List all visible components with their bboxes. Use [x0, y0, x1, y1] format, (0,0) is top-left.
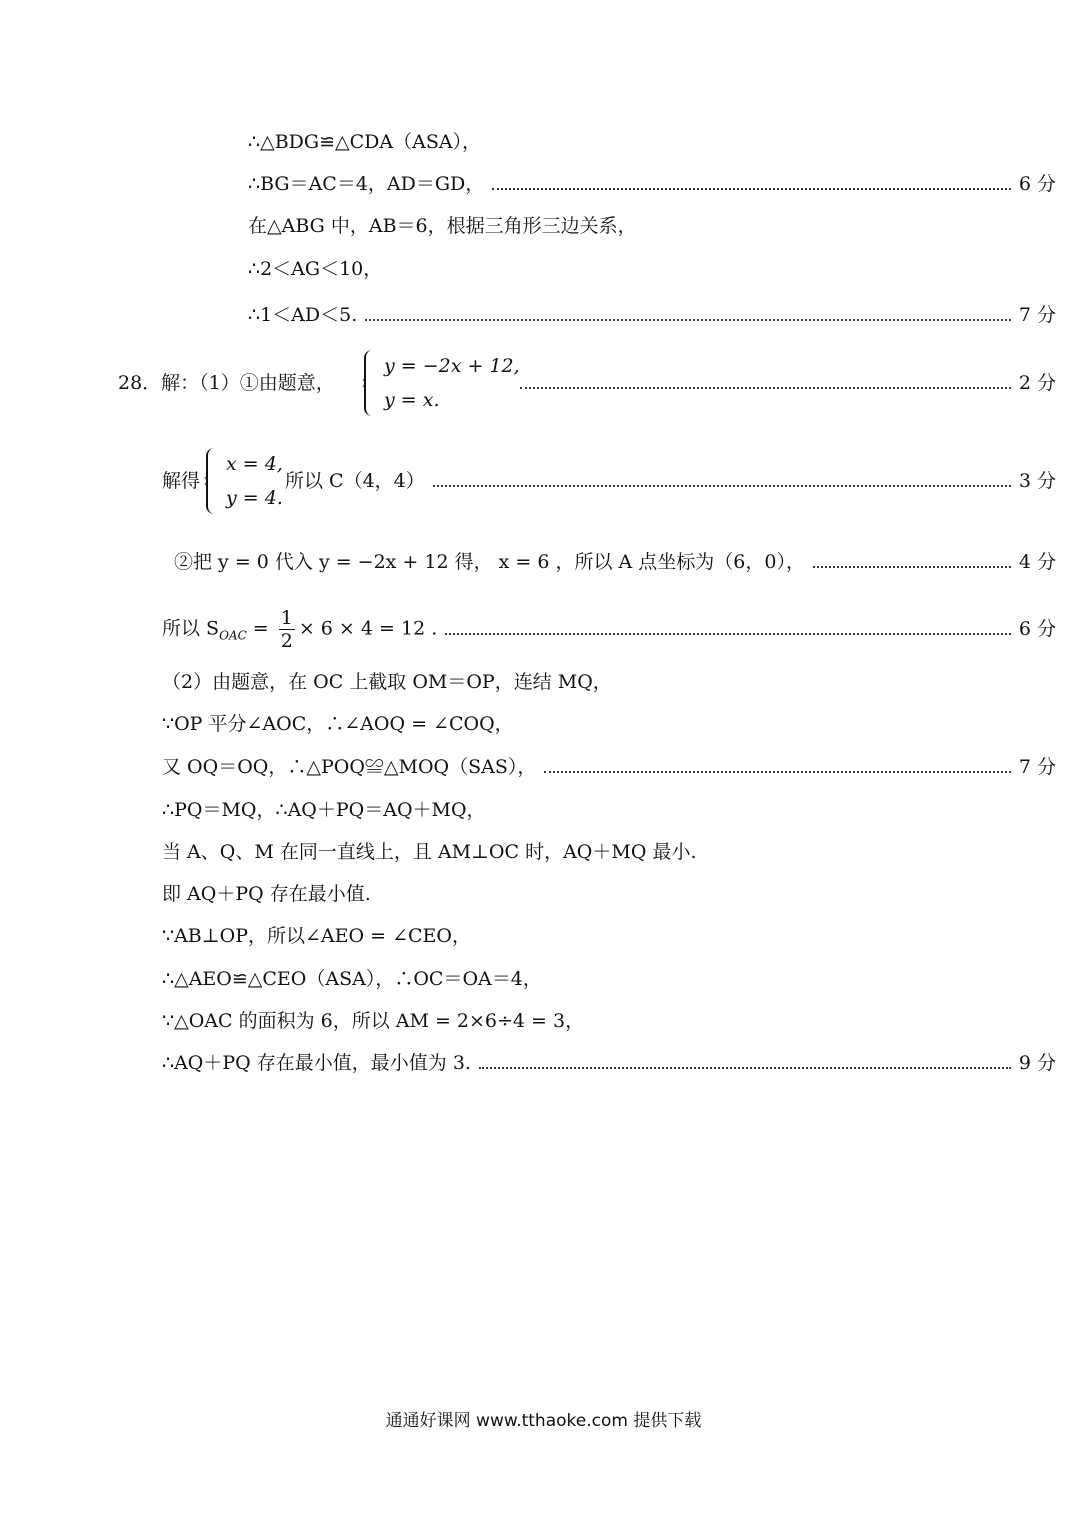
dot-leader [492, 188, 1011, 190]
score-label: 2 分 [1018, 372, 1056, 394]
score-label: 7 分 [1018, 304, 1056, 326]
line-point-a: ②把 y = 0 代入 y = −2x + 12 得， x = 6 ，所以 A 点坐标为（6，0）， 4 分 [174, 547, 1056, 577]
line-area-am: ∵△OAC 的面积为 6，所以 AM = 2×6÷4 = 3， [162, 1010, 585, 1032]
left-brace [206, 448, 218, 514]
page-footer: 通通好课网 www.tthaoke.com 提供下载 [385, 1411, 702, 1431]
dot-leader [544, 771, 1010, 773]
solve-result: 所以 C（4，4） 3 分 [285, 466, 1056, 496]
line-conclusion: ∴AQ＋PQ 存在最小值，最小值为 3. 9 分 [162, 1048, 1056, 1078]
score-label: 6 分 [1018, 173, 1056, 195]
line-bg-ac: ∴BG＝AC＝4，AD＝GD， 6 分 [248, 169, 1056, 199]
dot-leader [433, 485, 1011, 487]
line-ad-range: ∴1＜AD＜5. 7 分 [248, 300, 1056, 330]
dot-leader [479, 1067, 1011, 1069]
line-perpendicular: ∵AB⊥OP，所以∠AEO = ∠CEO， [162, 925, 471, 947]
line-congruence-1: ∴△BDG≌△CDA（ASA）， [248, 131, 482, 153]
score-label: 6 分 [1018, 618, 1056, 640]
line-congruence-3: ∴△AEO≌△CEO（ASA），∴OC＝OA＝4， [162, 968, 542, 990]
equation-system-2: x = 4, y = 4. [206, 447, 283, 515]
line-part2: （2）由题意，在 OC 上截取 OM＝OP，连结 MQ， [162, 671, 612, 693]
q28-prefix: 28．解：（1）①由题意， [118, 372, 335, 394]
line-area: 所以 $S_{OAC}$ = $\frac{1}{2}$ × 6 × 4 = 12 . 6 分 [162, 606, 1056, 652]
dot-leader [520, 387, 1011, 389]
line-pq-mq: ∴PQ＝MQ，∴AQ＋PQ＝AQ＋MQ， [162, 799, 486, 821]
dot-leader [813, 566, 1011, 568]
score-label: 9 分 [1018, 1052, 1056, 1074]
line-triangle-abg: 在△ABG 中，AB＝6，根据三角形三边关系， [248, 215, 637, 237]
solve-prefix: 解得 [162, 470, 201, 492]
line-ag-range: ∴2＜AG＜10， [248, 258, 383, 280]
fraction: $\frac{1}{2}$ [280, 606, 293, 652]
line-collinear: 当 A、Q、M 在同一直线上，且 AM⊥OC 时，AQ＋MQ 最小. [162, 841, 697, 863]
score-label: 7 分 [1018, 756, 1056, 778]
score-label: 3 分 [1018, 470, 1056, 492]
equation-system-1: y = −2x + 12, y = x. [364, 349, 520, 417]
score-label: 4 分 [1018, 551, 1056, 573]
dot-leader [445, 633, 1011, 635]
line-bisector: ∵OP 平分∠AOC，∴∠AOQ = ∠COQ， [162, 713, 514, 735]
left-brace [364, 350, 376, 416]
dot-leader [365, 319, 1011, 321]
q28-score-row [512, 368, 1056, 398]
line-congruence-2: 又 OQ＝OQ，∴△POQ≌△MOQ（SAS）， 7 分 [162, 752, 1056, 782]
line-min-exists: 即 AQ＋PQ 存在最小值. [162, 883, 371, 905]
